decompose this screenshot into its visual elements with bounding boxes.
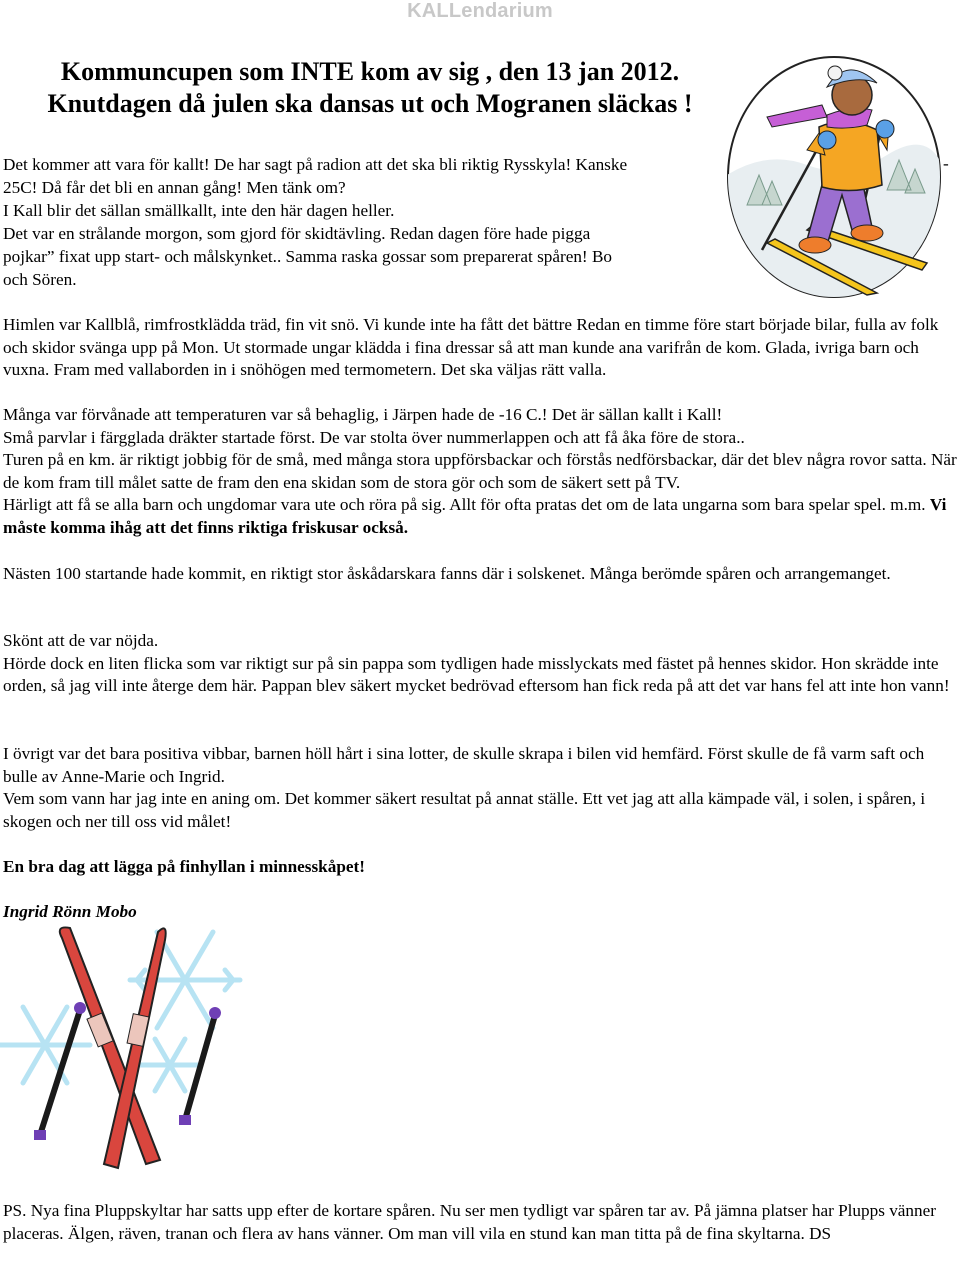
intro-line-6: och Sören. bbox=[3, 270, 77, 289]
paragraph-2-c: Turen på en km. är riktigt jobbig för de små, med många stora uppförsbackar och förstås nedförsbackar, där det blev några rovor satta. När de kom fram till målet satte de fram den ena skidan som de stora gör och som de säkert sett på TV. bbox=[3, 450, 957, 492]
postscript: PS. Nya fina Pluppskyltar har satts upp efter de kortare spåren. Nu ser men tydligt var spåren tar av. På jämna platser har Plupps vänner placeras. Älgen, räven, tranan och flera av hans vänner. Om man vill vila en stund kan man titta på de fina skyltarna. DS bbox=[3, 1201, 936, 1243]
skiing-child-icon bbox=[727, 55, 942, 300]
paragraph-4-a: Skönt att de var nöjda. bbox=[3, 631, 159, 650]
paragraph-5 bbox=[3, 743, 958, 833]
paragraph-2-bold: Vi måste komma ihåg att det finns riktiga friskusar också. bbox=[3, 495, 947, 537]
intro-dash: - bbox=[943, 154, 949, 173]
paragraph-2-d-text: Härligt att få se alla barn och ungdomar vara ute och röra på sig. Allt för ofta pratas det om de lata ungarna som bara spelar spel. m.m. bbox=[3, 495, 930, 515]
crossed-skis-icon bbox=[0, 920, 275, 1185]
intro-line-2: 25C! Då får det bli en annan gång! Men tänk om? bbox=[3, 178, 346, 197]
paragraph-2-a: Många var förvånade att temperaturen var så behaglig, i Järpen hade de -16 C.! Det är sällan kallt i Kall! bbox=[3, 405, 723, 424]
title-line-1: Kommuncupen som INTE kom av sig , den 13 jan 2012. bbox=[60, 57, 680, 86]
paragraph-4-b: Hörde dock en liten flicka som var riktigt sur på sin pappa som tydligen hade misslyckats med fästet på hennes skidor. Hon skrädde inte orden, så jag vill inte återge dem här. Pappan blev säkert mycket bedrövad eftersom han fick reda på att det var hans fel att inte hon vann! bbox=[3, 653, 950, 696]
intro-line-3: I Kall blir det sällan smällkallt, inte den här dagen heller. bbox=[3, 201, 395, 220]
page-header: KALLendarium bbox=[407, 0, 553, 22]
signature: Ingrid Rönn Mobo bbox=[3, 902, 137, 921]
title-line-2: Knutdagen då julen ska dansas ut och Mogranen släckas ! bbox=[47, 89, 693, 118]
paragraph-2-b: Små parvlar i färgglada dräkter startade först. De var stolta över nummerlappen och att få åka före de stora.. bbox=[3, 427, 745, 447]
paragraph-2 bbox=[3, 404, 958, 540]
paragraph-1: Himlen var Kallblå, rimfrostklädda träd, fin vit snö. Vi kunde inte ha fått det bättre Redan en timme före start började bilar, fulla av folk och skidor svänga upp på Mon. Ut stormade ungar klädda i fina dressar så att man kunde ana varifrån de kom. Glada, ivriga barn och vuxna. Fram med vallaborden in i snöhögen med termometern. Det ska väljas rätt valla. bbox=[3, 315, 939, 380]
paragraph-3: Nästen 100 startande hade kommit, en riktigt stor åskådarskara fanns där i solskenet. Många berömde spåren och arrangemanget. bbox=[3, 564, 891, 583]
paragraph-6: En bra dag att lägga på finhyllan i minnesskåpet! bbox=[3, 857, 365, 876]
paragraph-5-a: I övrigt var det bara positiva vibbar, barnen höll hårt i sina lotter, de skulle skrapa i bilen vid hemfärd. Först skulle de få varm saft och bulle av Anne-Marie och Ingrid. bbox=[3, 744, 925, 786]
intro-line-5: pojkar” fixat upp start- och målskynket.. Samma raska gossar som preparerat spåren! Bo bbox=[3, 247, 613, 266]
intro-line-4: Det var en strålande morgon, som gjord för skidtävling. Redan dagen före hade pigga bbox=[3, 224, 591, 243]
paragraph-2-d bbox=[3, 494, 958, 539]
intro-line-1: Det kommer att vara för kallt! De har sagt på radion att det ska bli riktig Rysskyla! Kanske bbox=[3, 155, 628, 174]
page-title bbox=[0, 56, 740, 120]
paragraph-4 bbox=[3, 630, 958, 698]
paragraph-5-b: Vem som vann har jag inte en aning om. Det kommer säkert resultat på annat ställe. Ett vet jag att alla kämpade väl, i solen, i spåren, i skogen och ner till oss vid målet! bbox=[3, 789, 926, 831]
